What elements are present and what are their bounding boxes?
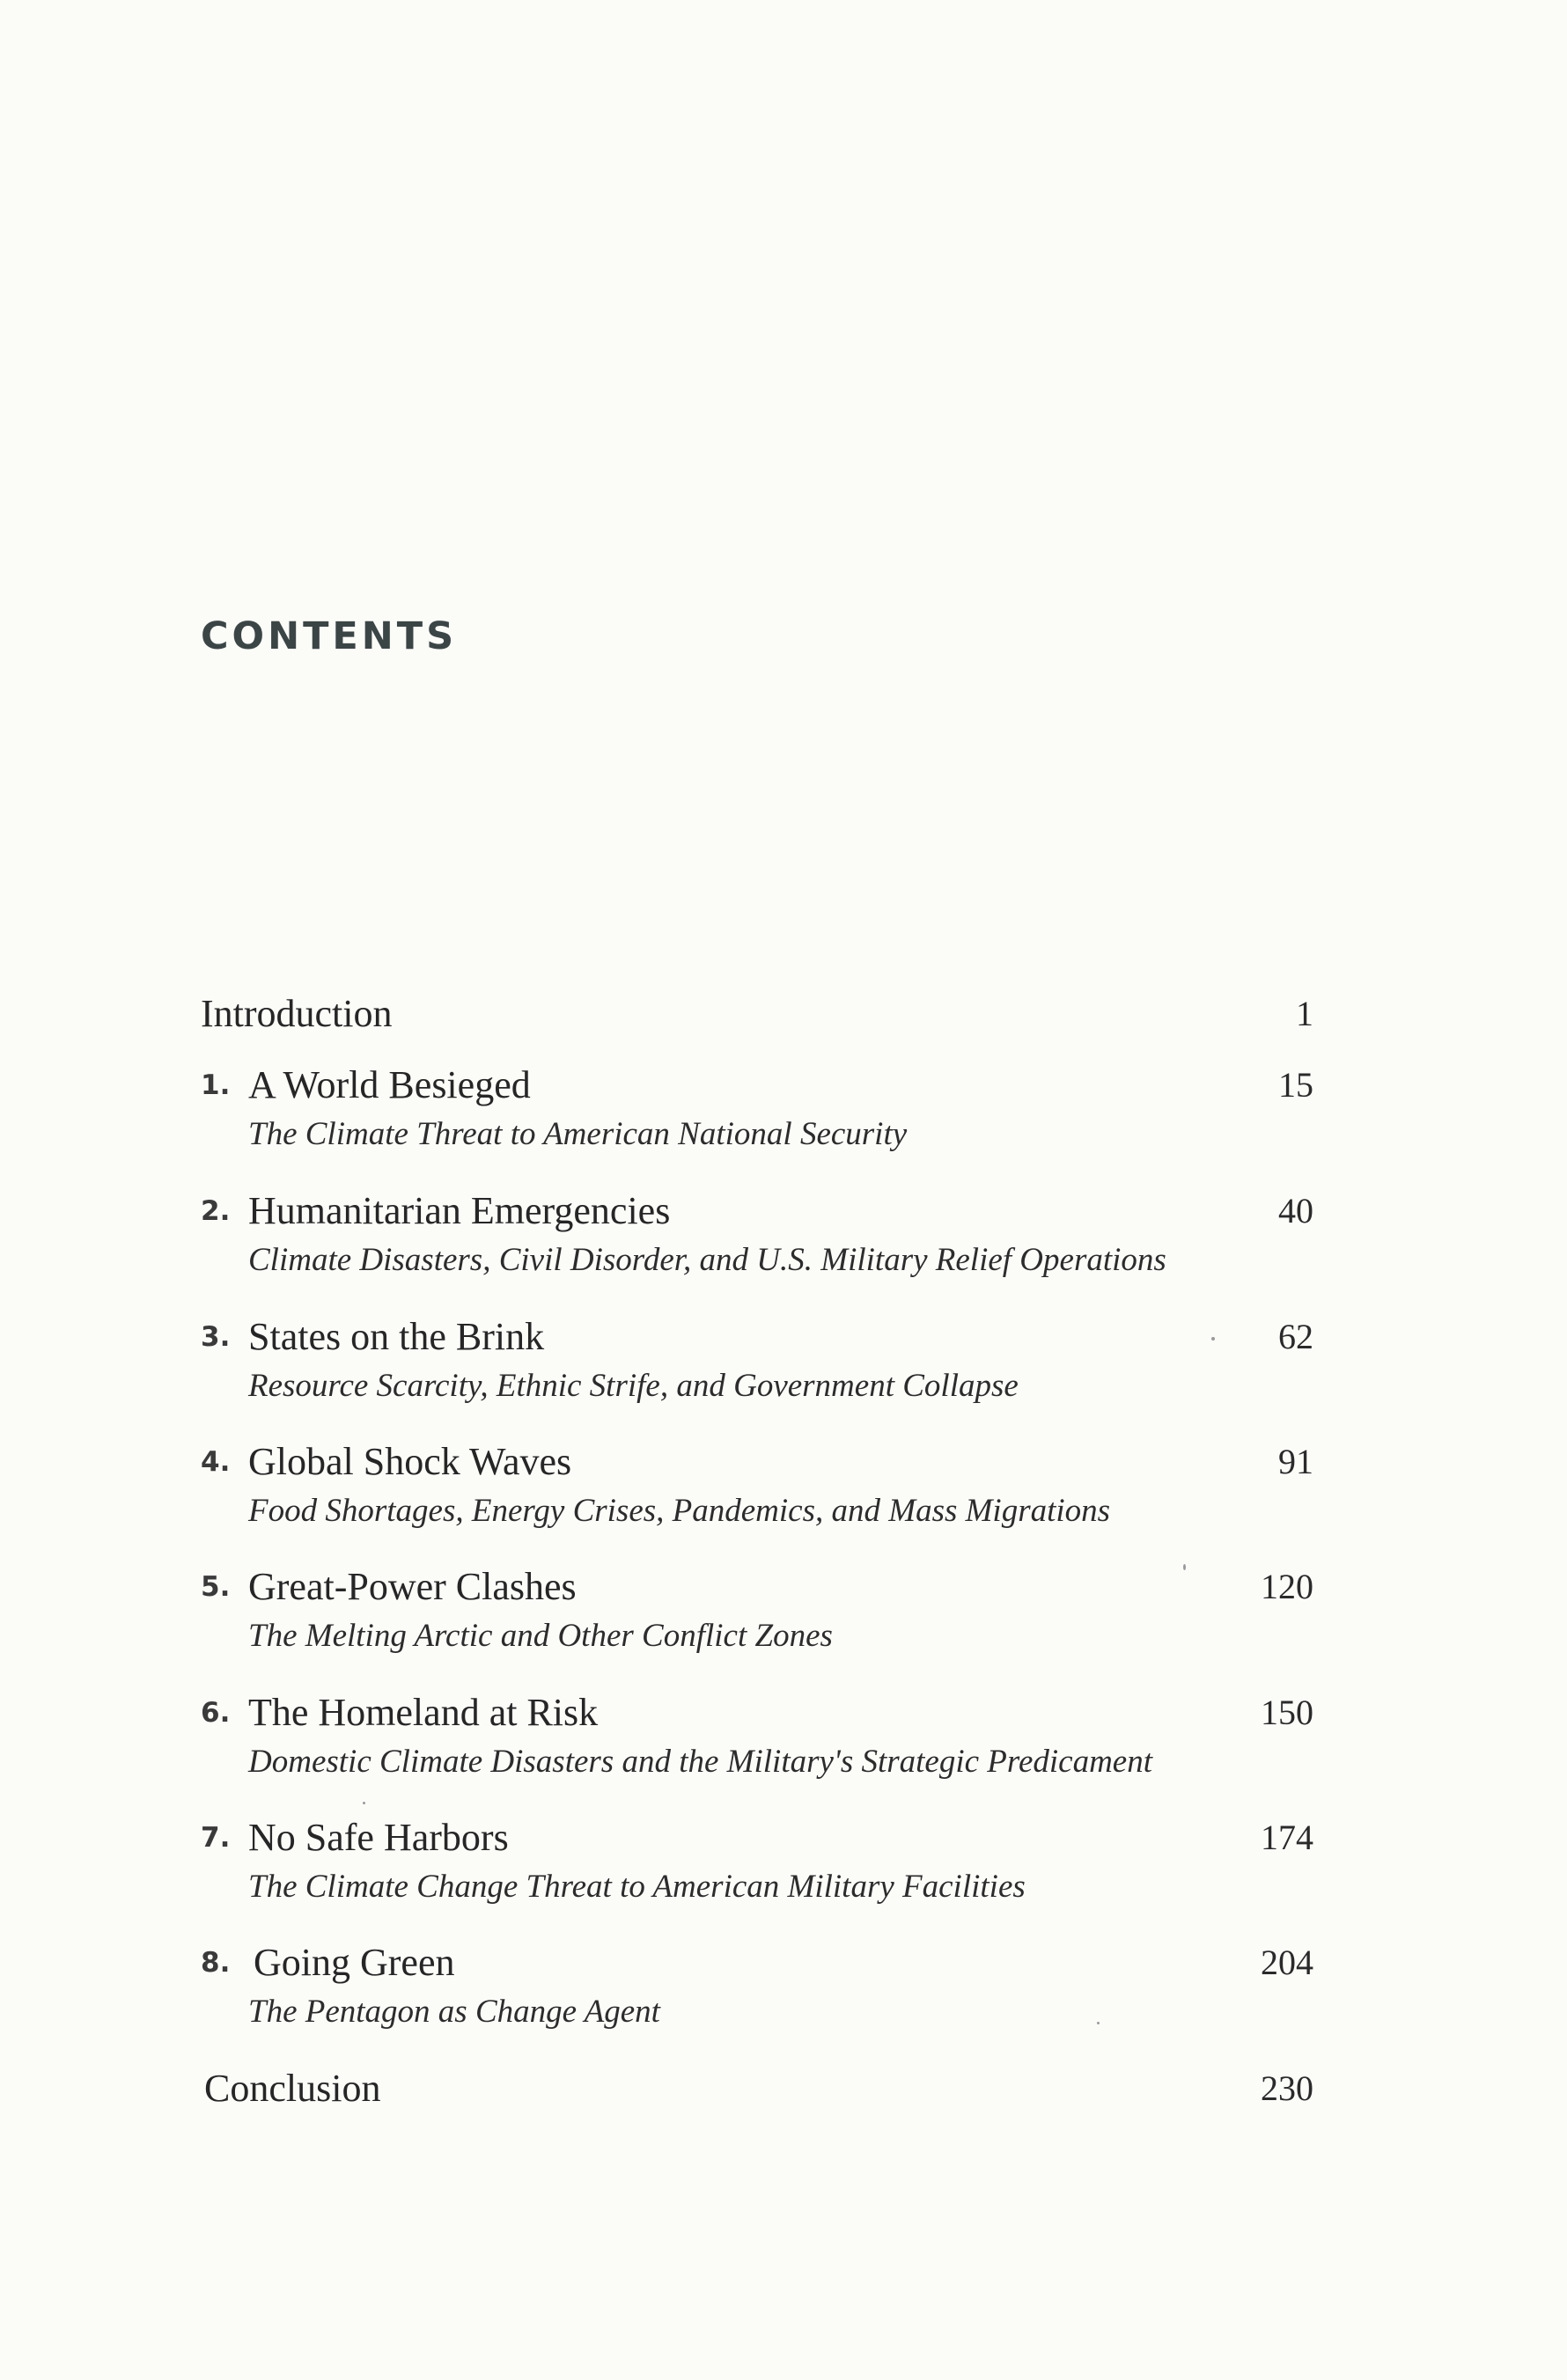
entry-page-number: 150 (1261, 1693, 1313, 1732)
entry-page-number: 120 (1261, 1567, 1313, 1606)
entry-title: Humanitarian Emergencies (248, 1189, 671, 1232)
entry-subtitle: The Climate Change Threat to American Military Facilities (248, 1869, 1026, 1905)
entry-page-number: 204 (1261, 1943, 1313, 1982)
entry-title: The Homeland at Risk (248, 1691, 599, 1734)
entry-page-number: 174 (1261, 1818, 1313, 1857)
entry-page-number: 230 (1261, 2068, 1313, 2108)
entry-subtitle: Climate Disasters, Civil Disorder, and U.S. Military Relief Operations (248, 1242, 1166, 1278)
chapter-number: 1. (201, 1069, 231, 1101)
chapter-number: 6. (201, 1697, 231, 1729)
chapter-number: 4. (201, 1446, 231, 1478)
scan-speck (363, 1802, 365, 1804)
entry-subtitle: Resource Scarcity, Ethnic Strife, and Government Collapse (248, 1368, 1019, 1404)
entry-title: States on the Brink (248, 1315, 545, 1358)
entry-page-number: 15 (1278, 1065, 1313, 1105)
entry-page-number: 91 (1278, 1442, 1313, 1481)
entry-subtitle: The Melting Arctic and Other Conflict Zones (248, 1618, 833, 1654)
contents-heading: CONTENTS (201, 614, 458, 658)
entry-page-number: 62 (1278, 1317, 1313, 1356)
entry-subtitle: Food Shortages, Energy Crises, Pandemics, and Mass Migrations (248, 1493, 1111, 1529)
scan-speck (1097, 2022, 1100, 2024)
entry-title: Conclusion (204, 2067, 381, 2110)
entry-title: Great-Power Clashes (248, 1565, 577, 1608)
entry-title: Introduction (201, 992, 393, 1035)
entry-title: A World Besieged (248, 1063, 531, 1106)
chapter-number: 3. (201, 1321, 231, 1353)
chapter-number: 8. (201, 1947, 231, 1979)
scan-speck (1211, 1337, 1215, 1341)
entry-subtitle: Domestic Climate Disasters and the Military's Strategic Predicament (248, 1744, 1152, 1780)
entry-subtitle: The Pentagon as Change Agent (248, 1994, 660, 2030)
entry-title: Global Shock Waves (248, 1440, 572, 1483)
scan-speck (1183, 1564, 1186, 1570)
chapter-number: 7. (201, 1822, 231, 1854)
entry-page-number: 40 (1278, 1191, 1313, 1230)
entry-subtitle: The Climate Threat to American National Security (248, 1116, 908, 1152)
chapter-number: 5. (201, 1571, 231, 1603)
entry-title: No Safe Harbors (248, 1816, 509, 1859)
entry-title: Going Green (254, 1941, 455, 1984)
entry-page-number: 1 (1296, 994, 1313, 1033)
chapter-number: 2. (201, 1195, 231, 1227)
